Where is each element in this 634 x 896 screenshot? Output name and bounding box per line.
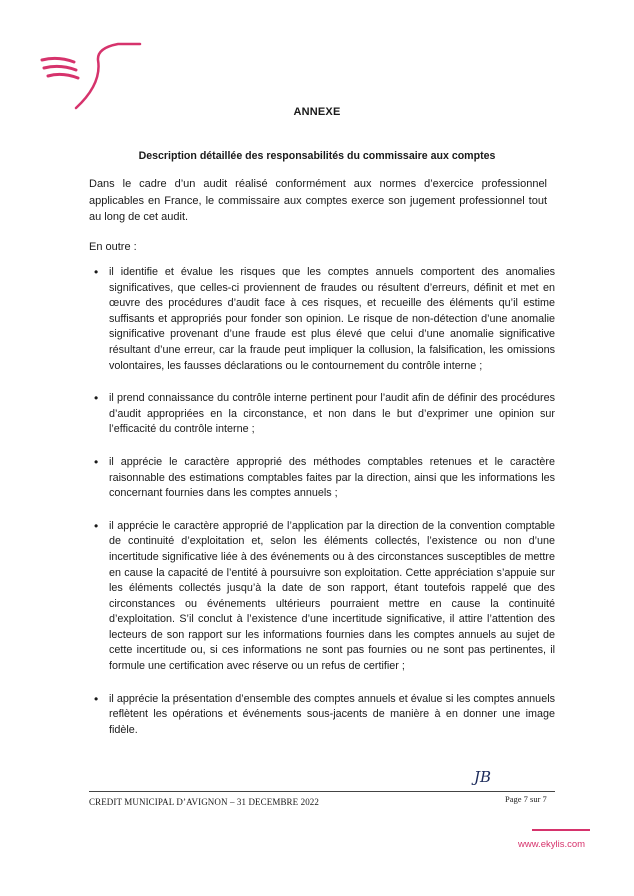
bullet-icon: •: [94, 391, 99, 406]
list-item-text: il apprécie la présentation d’ensemble des comptes annuels et évalue si les comptes annuels reflètent les opérations et événements sous-jacents de manière à en donner une image fidèle.: [109, 692, 555, 736]
bullet-icon: •: [94, 265, 99, 279]
list-item-text: il apprécie le caractère approprié de l’application par la direction de la convention comptable de continuité d’exploitation et, selon les éléments collectés, l’existence ou non d’une incertitude significative liée à des événements ou à des circonstances susceptibles de mettre en cause la capacité de l’entité à poursuivre son exploitation. Cette appréciation s’appuie sur les éléments collectés jusqu’à la date de son rapport, étant toutefois rappelé que des circonstances ou événements ultérieurs pourraient mettre en cause la continuité d’exploitation. S’il conclut à l’existence d’une incertitude significative, il attire l’attention des lecteurs de son rapport sur les informations fournies dans les comptes annuels au sujet de cette incertitude ou, si ces informations ne sont pas fournies ou ne sont pas pertinentes, il formule une certification avec réserve ou un refus de certifier ;: [109, 519, 555, 673]
list-item: [89, 692, 555, 739]
en-outre-label: En outre :: [89, 241, 137, 253]
list-item: [89, 519, 555, 675]
list-item-text: il identifie et évalue les risques que les comptes annuels comportent des anomalies significatives, que celles-ci proviennent de fraudes ou résultent d’erreurs, définit et met en œuvre des procédures d’audit face à ces risques, et recueille des éléments qu’il estime suffisants et appropriés pour fonder son opinion. Le risque de non-détection d’une anomalie significative provenant d’une fraude est plus élevé que celui d’une anomalie significative résultant d’une erreur, car la fraude peut impliquer la collusion, la falsification, les omissions volontaires, les fausses déclarations ou le contournement du contrôle interne ;: [109, 266, 555, 372]
list-item-text: il apprécie le caractère approprié des méthodes comptables retenues et le caractère raisonnable des estimations comptables faites par la direction, ainsi que les informations les concernant fournies dans les comptes annuels ;: [109, 455, 555, 500]
website-url: www.ekylis.com: [518, 839, 586, 850]
bullet-icon: •: [94, 454, 99, 469]
handwritten-initials: JB: [474, 768, 492, 786]
page-number: Page 7 sur 7: [505, 794, 547, 804]
section-subtitle: Description détaillée des responsabilités du commissaire aux comptes: [138, 150, 496, 162]
footer-divider: [89, 791, 555, 792]
list-item: [89, 455, 555, 502]
intro-paragraph: Dans le cadre d’un audit réalisé conformément aux normes d’exercice professionnel applicables en France, le commissaire aux comptes exerce son jugement professionnel tout au long de cet audit.: [89, 178, 547, 223]
list-item-text: il prend connaissance du contrôle interne pertinent pour l’audit afin de définir des procédures d’audit appropriées en la circonstance, et non dans le but d’exprimer une opinion sur l’efficacité du contrôle interne ;: [109, 392, 555, 436]
page-title: ANNEXE: [293, 106, 341, 118]
list-item: [89, 391, 555, 438]
bullet-icon: •: [94, 691, 99, 706]
bullet-icon: •: [94, 518, 99, 533]
footer-entity-date: CREDIT MUNICIPAL D’AVIGNON – 31 DECEMBRE 2022: [89, 797, 320, 807]
responsibility-list: [89, 265, 555, 755]
brand-accent-line: [532, 829, 590, 831]
list-item: [89, 265, 555, 374]
